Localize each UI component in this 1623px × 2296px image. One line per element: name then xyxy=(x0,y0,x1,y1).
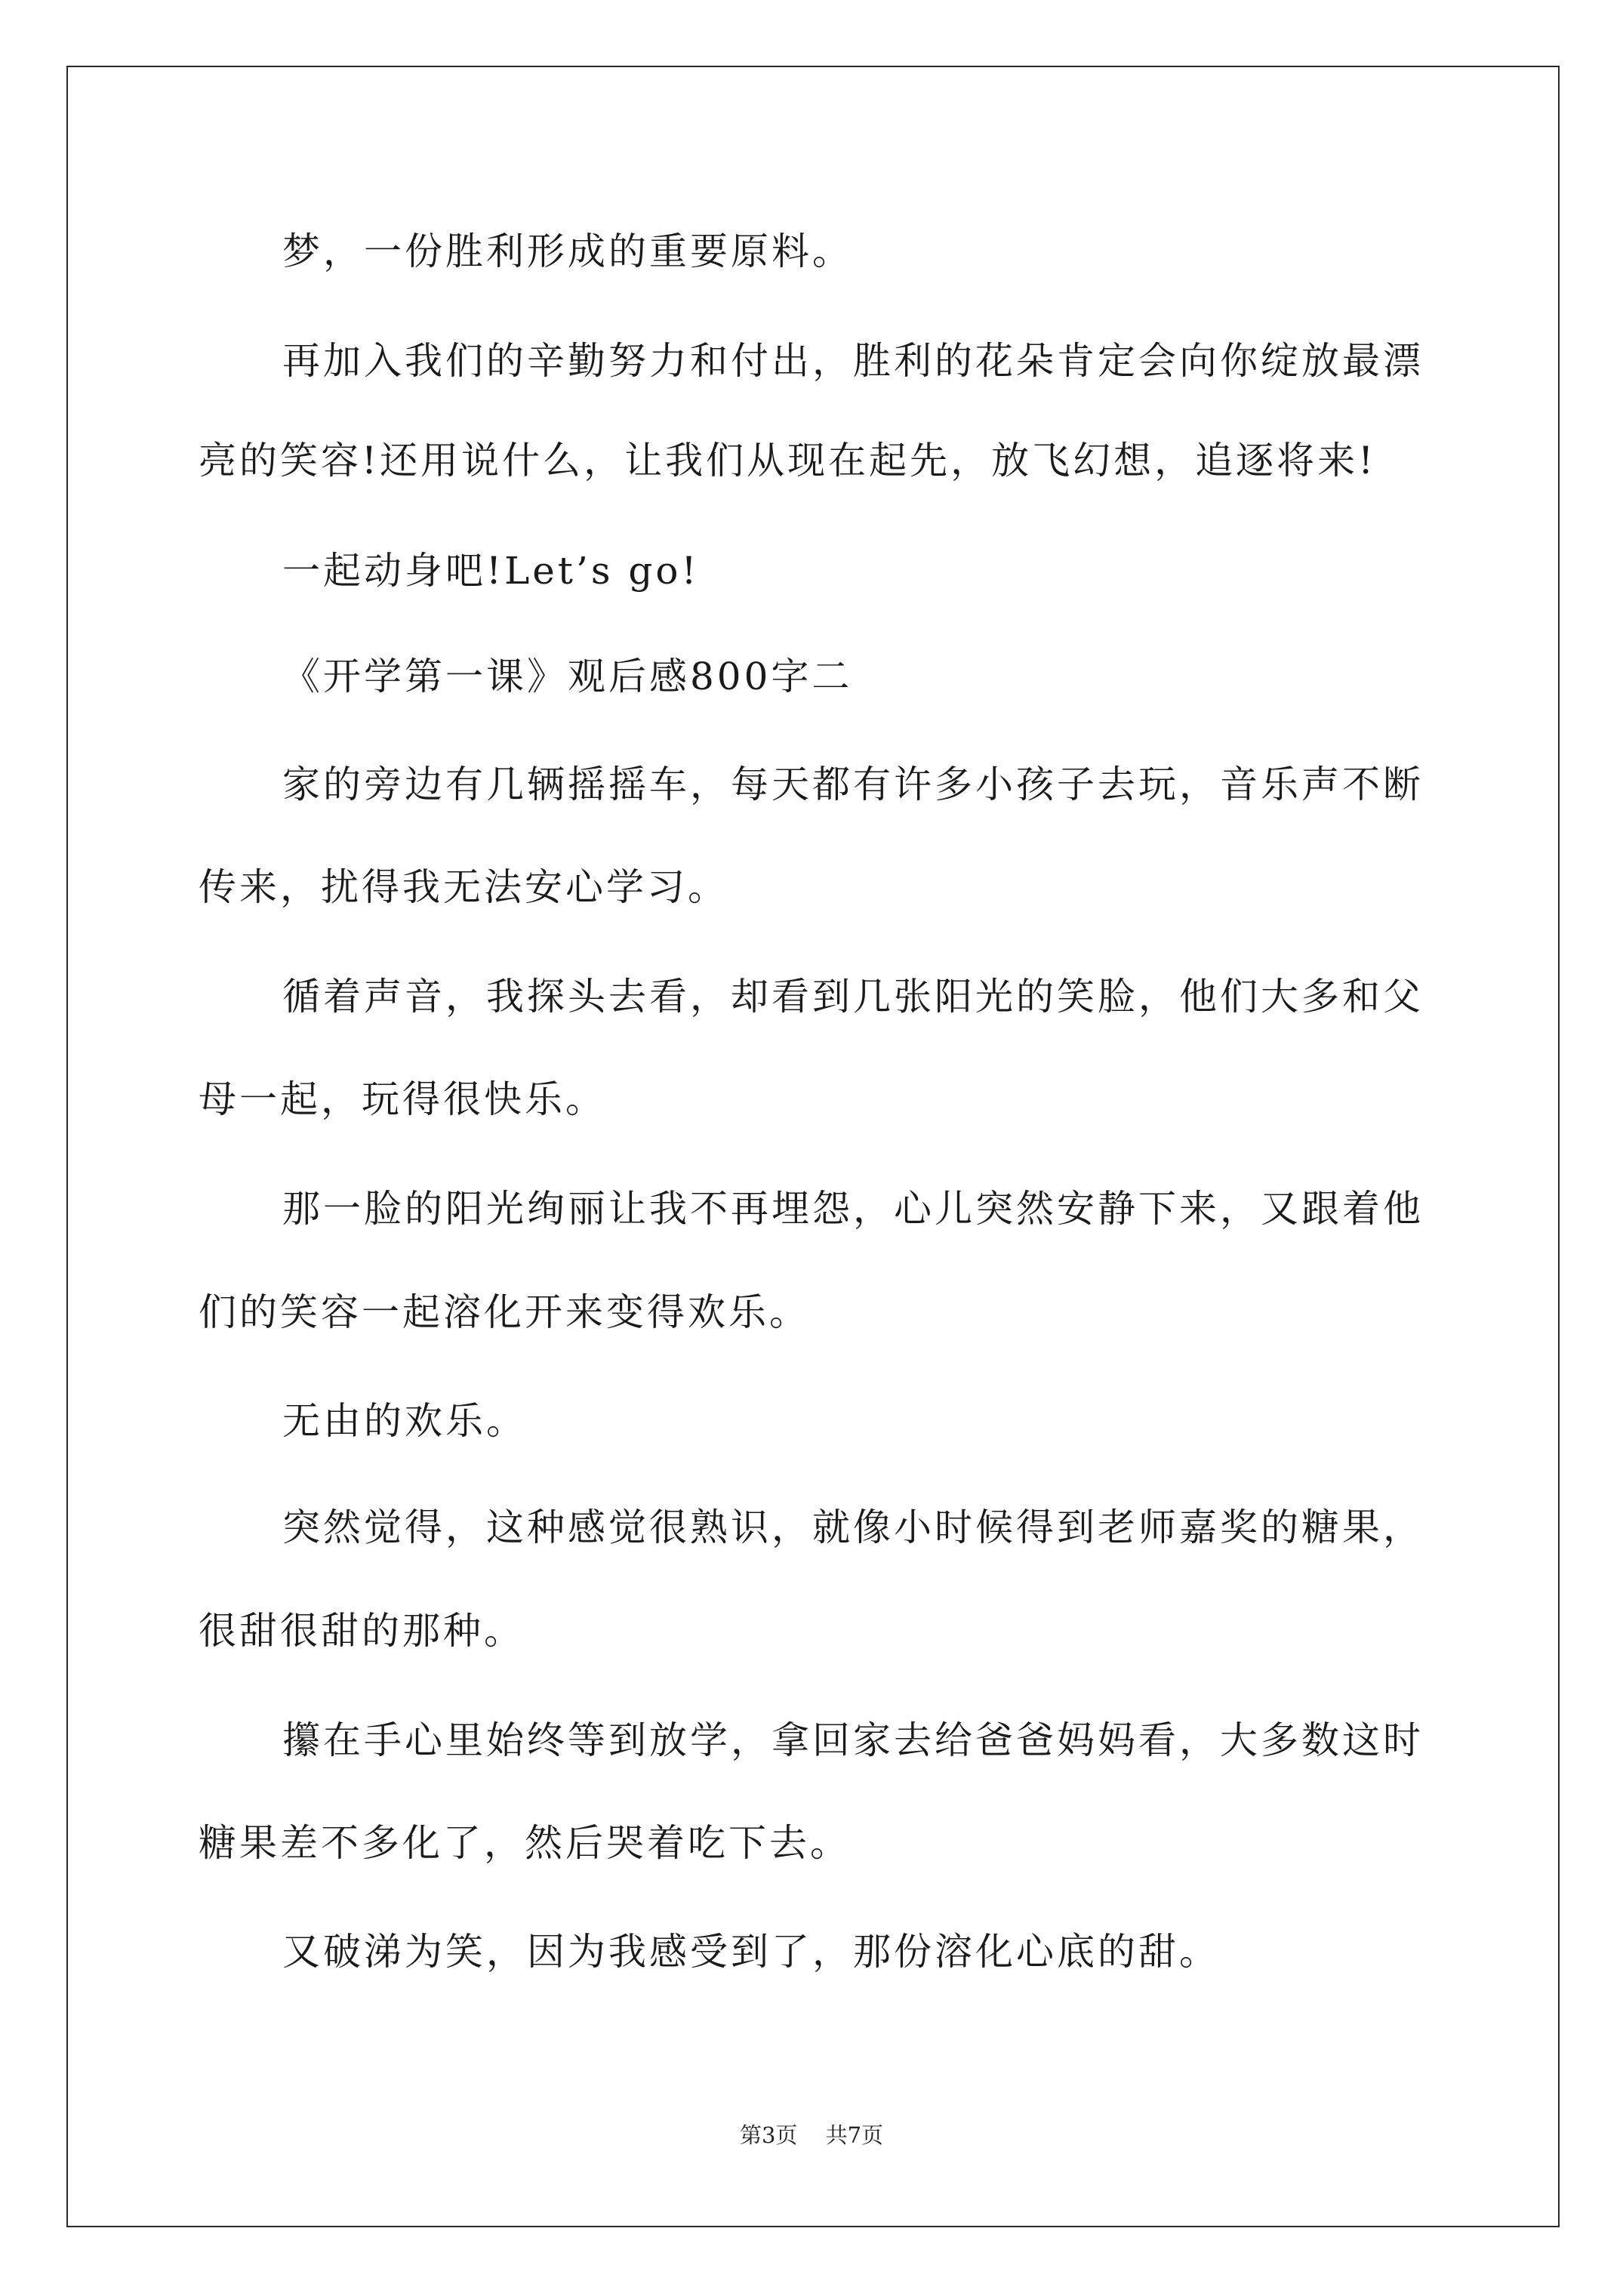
paragraph-line: 家的旁边有几辆摇摇车，每天都有许多小孩子去玩，音乐声不断 xyxy=(282,763,1424,806)
paragraph-line: 们的笑容一起溶化开来变得欢乐。 xyxy=(199,1290,810,1334)
page-footer xyxy=(0,2122,1623,2149)
paragraph-line: 循着声音，我探头去看，却看到几张阳光的笑脸，他们大多和父 xyxy=(282,975,1424,1019)
paragraph-line: 那一脸的阳光绚丽让我不再埋怨，心儿突然安静下来，又跟着他 xyxy=(282,1187,1424,1231)
paragraph-line: 很甜很甜的那种。 xyxy=(199,1609,525,1653)
paragraph-line: 攥在手心里始终等到放学，拿回家去给爸爸妈妈看，大多数这时 xyxy=(282,1718,1424,1762)
page-number-total: 共7页 xyxy=(825,2122,884,2148)
paragraph-line: 再加入我们的辛勤努力和付出，胜利的花朵肯定会向你绽放最漂 xyxy=(282,339,1424,383)
paragraph-line: 无由的欢乐。 xyxy=(282,1399,527,1443)
paragraph-line: 母一起，玩得很快乐。 xyxy=(199,1077,606,1121)
section-heading: 《开学第一课》观后感800字二 xyxy=(282,655,853,698)
page-number-current: 第3页 xyxy=(739,2122,798,2148)
paragraph-line: 一起动身吧!Let’s go! xyxy=(282,549,700,593)
paragraph-line: 传来，扰得我无法安心学习。 xyxy=(199,865,728,909)
paragraph-line: 亮的笑容!还用说什么，让我们从现在起先，放飞幻想，追逐将来! xyxy=(199,439,1377,482)
paragraph-line: 梦，一份胜利形成的重要原料。 xyxy=(282,230,853,273)
paragraph-line: 突然觉得，这种感觉很熟识，就像小时候得到老师嘉奖的糖果， xyxy=(282,1505,1424,1549)
paragraph-line: 又破涕为笑，因为我感受到了，那份溶化心底的甜。 xyxy=(282,1930,1220,1974)
page-border xyxy=(66,66,1560,2227)
paragraph-line: 糖果差不多化了，然后哭着吃下去。 xyxy=(199,1821,851,1865)
